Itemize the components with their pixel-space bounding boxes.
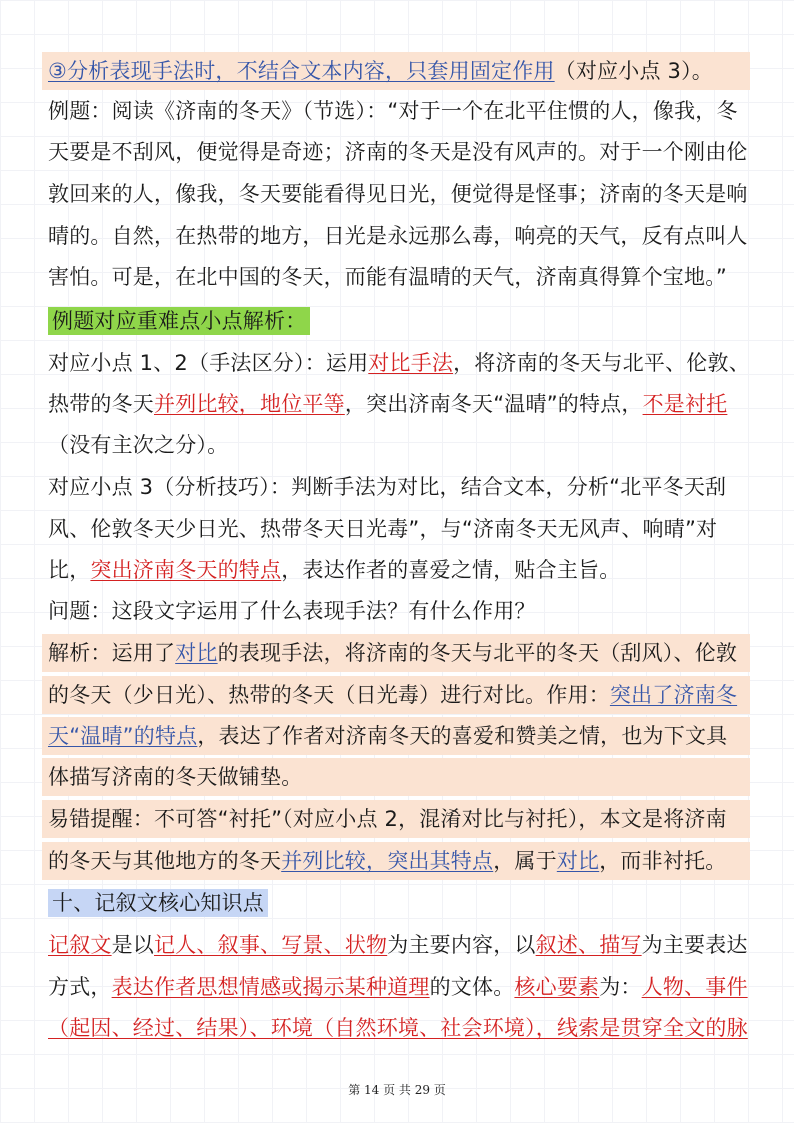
key-term: （起因、经过、结果）、环境（自然环境、社会环境），线索是贯穿全文的脉 [48,1016,748,1040]
question-line: 问题：这段文字运用了什么表现手法？有什么作用？ [48,599,536,623]
text-seg: ，表达作者的喜爱之情，贴合主旨。 [281,558,621,582]
pitfall-3-heading [42,52,750,90]
answer-line-1 [42,634,750,672]
analysis-line-6 [42,551,750,589]
tip-line-1: 易错提醒：不可答“衬托”（对应小点 2，混淆对比与衬托），本文是将济南 [42,800,750,838]
text-seg: ，而非衬托。 [599,849,727,873]
analysis-line-3: （没有主次之分）。 [48,433,229,457]
key-term: 叙述、描写 [535,933,642,957]
analysis-line-1 [42,344,750,382]
text-seg: 为主要表达 [641,933,748,957]
text-seg: ，突出济南冬天“温晴”的特点， [344,392,643,416]
text-seg: 的冬天（少日光）、热带的冬天（日光毒）进行对比。作用： [48,683,610,707]
key-term: 对比 [175,641,218,665]
pitfall-text: 分析表现手法时，不结合文本内容，只套用固定作用 [67,59,555,83]
corresponding-point: （对应小点 3）。 [554,59,713,83]
answer-line-4: 体描写济南的冬天做铺垫。 [42,758,750,796]
text-seg: ，将济南的冬天与北平、伦敦、 [453,351,750,375]
text-seg: 的文体。 [429,975,515,999]
narrative-line-1 [42,926,750,964]
key-term: 对比 [556,849,600,873]
example-line-5: 害怕。可是，在北中国的冬天，而能有温晴的天气，济南真得算个宝地。” [48,265,727,289]
key-term: 人物、事件 [641,975,748,999]
text-seg: 对应小点 1、2（手法区分）：运用 [48,351,369,375]
text-seg: ，属于 [493,849,557,873]
section-heading-label: 十、记叙文核心知识点 [48,889,268,917]
text-seg: 解析：运用了 [48,641,176,665]
text-seg: 为主要内容，以 [387,933,536,957]
example-line-4: 晴的。自然，在热带的地方，日光是永远那么毒，响亮的天气，反有点叫人 [48,224,748,248]
example-line-2: 天要是不刮风，便觉得是奇迹；济南的冬天是没有风声的。对于一个刚由伦 [48,140,748,164]
key-term: 突出济南冬天的特点 [90,558,282,582]
text-seg: 的表现手法，将济南的冬天与北平的冬天（刮风）、伦敦 [217,641,738,665]
analysis-heading [42,302,750,340]
key-term: 天“温晴”的特点 [48,724,198,748]
text-seg: 比， [48,558,91,582]
key-term: 核心要素 [514,975,600,999]
analysis-line-5: 风、伦敦冬天少日光、热带冬天日光毒”，与“济南冬天无风声、响晴”对 [48,517,718,541]
text-seg: 的冬天与其他地方的冬天 [48,849,282,873]
narrative-line-3 [42,1009,750,1047]
example-line-3: 敦回来的人，像我，冬天要能看得见日光，便觉得是怪事；济南的冬天是响 [48,182,748,206]
key-term: 对比手法 [368,351,454,375]
answer-line-3 [42,717,750,755]
key-term: 记人、叙事、写景、状物 [154,933,388,957]
example-line-1: 例题：阅读《济南的冬天》（节选）：“对于一个在北平住惯的人，像我，冬 [48,99,738,123]
circled-number: ③ [48,59,68,83]
analysis-heading-label: 例题对应重难点小点解析： [48,307,310,335]
answer-line-2 [42,676,750,714]
key-term: 并列比较，突出其特点 [281,849,494,873]
analysis-line-4: 对应小点 3（分析技巧）：判断手法为对比，结合文本，分析“北平冬天刮 [48,475,727,499]
text-seg: 是以 [111,933,155,957]
text-seg: 为： [599,975,642,999]
key-term: 并列比较，地位平等 [154,392,345,416]
narrative-line-2 [42,968,750,1006]
page-footer: 第 14 页 共 29 页 [348,1083,446,1097]
key-term: 突出了济南冬 [609,683,738,707]
analysis-line-2 [42,385,750,423]
text-seg: 热带的冬天 [48,392,154,416]
key-term: 记叙文 [48,933,112,957]
key-term: 不是衬托 [642,392,728,416]
tip-line-2 [42,842,750,880]
key-term: 表达作者思想情感或揭示某种道理 [111,975,430,999]
section-10-heading [42,884,750,922]
text-seg: ，表达了作者对济南冬天的喜爱和赞美之情，也为下文具 [197,724,728,748]
text-seg: 方式， [48,975,112,999]
